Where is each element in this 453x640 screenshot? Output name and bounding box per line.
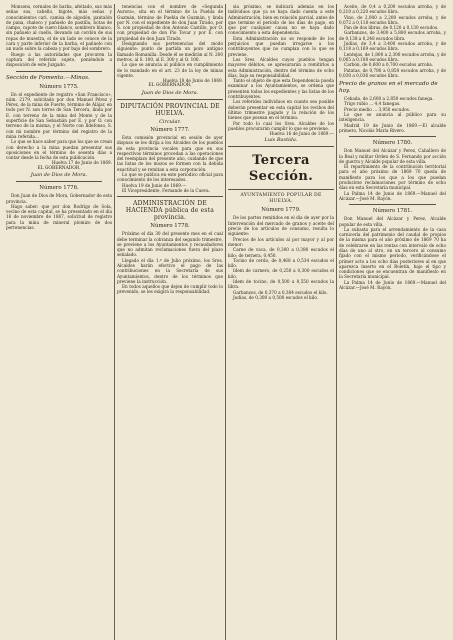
paragraph: Judías, de 0,300 a 0,500 escudos el kilo.	[233, 294, 319, 300]
divider	[349, 136, 436, 137]
paragraph: Designando sus pertenencias del modo siguiente: punto de partida un pozo antiguo llamado Romanilla. Desde él se medirán al N. 200 metros, al S. 100, al E. 300 y al O. 100.	[117, 41, 223, 62]
paragraph: tenencias con el nombre de «Segunda Aurora», sita en el término de la Puebla de Guzmán, término de Puebla de Guzmán, y linda por N. con el expediente de don Juan Tirado, por S. con propiedad de don Antonio Castillo, por O. con propiedad de don Pío Tovar y por E. con propiedad de don Juan Tirado.	[117, 4, 223, 41]
notice-date: Huelva 17 de Junio de 1869.	[51, 160, 112, 166]
paragraph: Próximo el día 30 del presente mes en el cual debe terminar la cobranza del segundo trimestre, se previene a los Ayuntamientos y recaudadores que no admitan reclamaciones fuera del plazo señalado.	[117, 231, 223, 258]
paragraph: En todos aquellos que dejen de cumplir todo lo prevenido, se les exigirá la responsabilidad.	[117, 284, 223, 295]
notice-number: Número 1777.	[150, 126, 190, 133]
notice-number: Número 1775.	[39, 83, 79, 90]
paragraph: La Palma 14 de Junio de 1869.—Manuel del Alcázar.—José M. Rayón.	[339, 279, 446, 291]
section-header: ADMINISTRACIÓN DE HACIENDA pública de esta provincia.	[125, 200, 215, 222]
paragraph: Precio medio ... 3,950 escudos.	[344, 106, 411, 112]
divider	[228, 189, 334, 190]
notice-number: Número 1776.	[39, 185, 79, 192]
paragraph: Garbanzos, de 0,370 a 0,384 escudos el kilo.	[233, 289, 328, 295]
paragraph: Madrid 19 de Junio de 1869.—El alcalde primero, Nicolás María Rivero.	[339, 122, 446, 133]
paragraph: Tanto el objeto de que esta Dependencia pueda examinar a los Ayuntamientos, se ordena que presenten todos los expedientes y las listas de los contribuyentes.	[228, 78, 334, 100]
column-3	[226, 4, 337, 640]
paragraph: Don Manuel del Alcázar y Perez, Caballero de la Real y militar Orden de S. Fernando por acción de guerra y Alcalde popular de esta villa.	[339, 148, 446, 164]
signature-title: EL GOBERNADOR,	[37, 165, 81, 171]
signature-title: EL GOBERNADOR,	[148, 83, 192, 89]
paragraph: Los Sres. Alcaldes cuyos pueblos tengan mayores débitos, se apresurarán a remitirlos a esta Administración, dentro del término de ocho días, bajo su responsabilidad.	[228, 56, 334, 78]
notice-number: Número 1781.	[372, 208, 413, 215]
paragraph: Carbón, de 0,600 a 0,700 escudos arroba.	[344, 62, 434, 68]
paragraph: Aceite, de 0,4 a 0,200 escudos arroba, y de 0,210 a 0,220 escudos libra.	[339, 4, 446, 15]
paragraph: Ruego a las autoridades que procuren la captura del referido sujeto, poniéndolo a disposición de este Juzgado.	[6, 51, 112, 68]
section-header: AYUNTAMIENTO POPULAR DE HUELVA.	[240, 193, 322, 205]
paragraph: Tocino de cerdo, de 0,468 a 0,534 escudos el kilo.	[228, 257, 334, 269]
paragraph: Lo que se anuncia al público para su inteligencia.	[339, 112, 446, 123]
paragraph: Vino, de 2,000 a 2,200 escudos arroba, y de 0,072 a 0,118 escudos libra.	[339, 14, 446, 25]
paragraph: Lentejas, de 1,800 a 2,300 escudos arroba, y de 0,065 a 0,108 escudos libra.	[339, 51, 446, 62]
section-heading: Tercera Sección.	[248, 153, 314, 185]
paragraph: Don Juan de Dios de Mora, Gobernador de esta provincia.	[6, 193, 112, 204]
signature-name: Juan de Dios de Mora.	[30, 172, 88, 179]
paragraph: Por todo lo cual los Sres. Alcaldes de los pueblos procurarán cumplir lo que se previene.	[228, 120, 334, 131]
paragraph: Idem de carnero, de 0,250 a 0,300 escudos el kilo.	[228, 268, 334, 279]
paragraph: La Palma 14 de Junio de 1869.—Manuel del Alcázar.—José M. Rayón.	[339, 190, 446, 201]
paragraph: Huelva 19 de Junio de 1869.—	[122, 182, 187, 188]
divider	[117, 99, 223, 100]
paragraph: Esta Administración no se responde de los perjuicios que puedan irrogarse a los contribuyentes que no cumplan con lo que se previene.	[228, 35, 334, 57]
paragraph: El repartimiento de la contribución territorial para el año próximo de 1869 70 queda de manifiesto para los que a los que puedan producirse reclamaciones por término de ocho días en esta Secretaría municipal.	[339, 164, 446, 191]
paragraph: Lo que se hace saber para que los que se crean con derecho a la mina puedan presentar sus oposiciones en el término de sesenta días a contar desde la fecha de esta publicación.	[6, 139, 112, 161]
columns	[4, 4, 450, 640]
paragraph: Monsons, cernales de barba, afeitado, sus más señas sus, cabello, bigote, más señas y conocimientos cari, camisa de algodón, pantalón de pana, chaleco y pañuelo de pastilla, botas de campo, capote de cuero blanco, sombrero blanco, sin pañuelo al cuello, llevando un cordón de sus ropas de muestra, el de un lado se conoce de la cara y parte inferior de la barba, el pañuelo con un nudo sobre la cabeza y por bajo del sombrero.	[6, 4, 112, 52]
column-1	[4, 4, 115, 640]
divider	[117, 196, 223, 197]
paragraph: Garbanzos, de 3,400 a 5,800 escudos arroba, y de 0,138 a 0,248 escudos libra.	[339, 30, 446, 41]
section-title: Precio de granos en el mercado de hoy.	[339, 81, 438, 95]
column-2	[115, 4, 226, 640]
paragraph: Hago saber: que por don Rodrigo de Sola, vecino de esta capital, se ha presentado en el día 16 de noviembre de 1867, solicitud de registro para la mina de mineral plomizo de dos pertenencias.	[6, 203, 112, 230]
paragraph: En el expediente de registro «San Francisco», núm. 2179, solicitado por don Manuel Pérez y Pérez, de la mina de Fuerte, término de Alájar, en todo por N. son torres de San Tercera, linda por E. con terreno de la mina del Monte y de la superficie de San Sebastián por E. y por O. con terreno de la misma; y el Norte con Ildefonso, S. con mi nombre por término del registro de la mina referida...	[6, 91, 112, 139]
section-header: DIPUTACIÓN PROVINCIAL DE HUELVA.	[120, 102, 220, 117]
signature-name: Juan de Dios de Mora.	[141, 89, 199, 96]
notice-number: Número 1779.	[261, 207, 301, 214]
divider	[16, 71, 102, 72]
paragraph: Los referidos individuos en cuanto sea posible deberán presentar en esta capital los recibos del último trimestre pagado y la relación de los bienes que posean en el término.	[228, 99, 334, 121]
subheading: Circular.	[159, 118, 181, 125]
paragraph: Lo que se anuncia al público en cumplimiento de lo mandado en el art. 23 de la ley de minas vigente.	[117, 62, 223, 78]
notice-date: Huelva 18 de Junio de 1869.	[162, 78, 223, 84]
paragraph: Trigo rubio ... 4,4 fanegas.	[344, 101, 401, 107]
divider	[228, 146, 334, 147]
paragraph: El Vicepresidente, Fernando de la Cueva.	[122, 187, 210, 193]
notice-number: Número 1778.	[150, 223, 190, 230]
paragraph: Carne de vaca, de 0,300 a 0,380 escudos el kilo; de ternera, 0,450.	[228, 247, 334, 258]
paragraph: Lo que se publica en este periódico oficial para conocimiento de los interesados.	[117, 172, 223, 183]
notice-date: Huelva 16 de Junio de 1869.—	[269, 131, 334, 137]
paragraph: Esta comisión provincial en sesión de ayer dispuso se les dirija a los Alcaldes de los pueblos de esta provincia vocales para que en sus respectivos términos procedan a las operaciones del reemplazo del presente año, cuidando de que las listas de los mozos se formen con la debida exactitud y se remitan a esta corporación.	[117, 134, 223, 172]
divider	[16, 181, 102, 182]
column-4	[337, 4, 448, 640]
signature-name: Luis Bastida.	[264, 137, 298, 144]
paragraph: De los partes remitidos en el día de ayer por la Intervención del mercado de granos y aceite del precio de los artículos de consumo, resulta lo siguiente:	[228, 215, 334, 237]
paragraph: Precios de los artículos al por mayor y al por menor:	[228, 236, 334, 247]
paragraph: Judías, de 3,4 a 3,400 escudos arroba, y de 0,118 a 0,169 escudos libra.	[339, 41, 446, 52]
paragraph: Don Manuel del Alcázar y Perez, Alcalde popular de esta villa.	[339, 216, 446, 227]
paragraph: Llegado el día 1.º de Julio próximo, los Sres. Alcaldes harán efectivo el pago de las contribuciones en la Secretaría de sus Ayuntamientos, dentro de los términos que previene la instrucción.	[117, 257, 223, 284]
notice-number: Número 1780.	[372, 140, 413, 147]
divider	[349, 204, 436, 205]
paragraph: Pan de dos libras, de 0,120 a 0,130 escudos.	[344, 25, 439, 31]
paragraph: Idem de tocino, de 0,500 a 0,550 escudos la libra.	[228, 278, 334, 290]
paragraph: La subasta para el arrendamiento de la casa carnicería del patrimonio del caudal de propios de la misma para el año próximo de 1869 70 ha de celebrarse en las rentas con intervalo de ocho días de uno al otro, en un tercero al consumo fijado con el mismo periodo, verificándose el primer acto a los ocho días posteriores al en que aparezca inserto en el Boletín, bajo el tipo y condiciones que se encuentran de manifiesto en la Secretaría municipal.	[339, 226, 446, 280]
paragraph: Cebada, de 2,600 a 2,850 escudos fanega.	[344, 96, 434, 102]
paragraph: sia próximo, se indicará además en los individuos que ya se haya dado cuenta a este Administración, bien en relación parcial, antes de que termine el período de los días de pago, en que por cualquier causa no se haya dado conocimiento a esta dependencia.	[228, 4, 334, 36]
section-title: Sección de Fomento.—Minas.	[6, 74, 90, 81]
paragraph: Patatas, de 0,780 a 0,850 escudos arroba, y de 0,030 a 0,036 escudos libra.	[339, 67, 446, 78]
